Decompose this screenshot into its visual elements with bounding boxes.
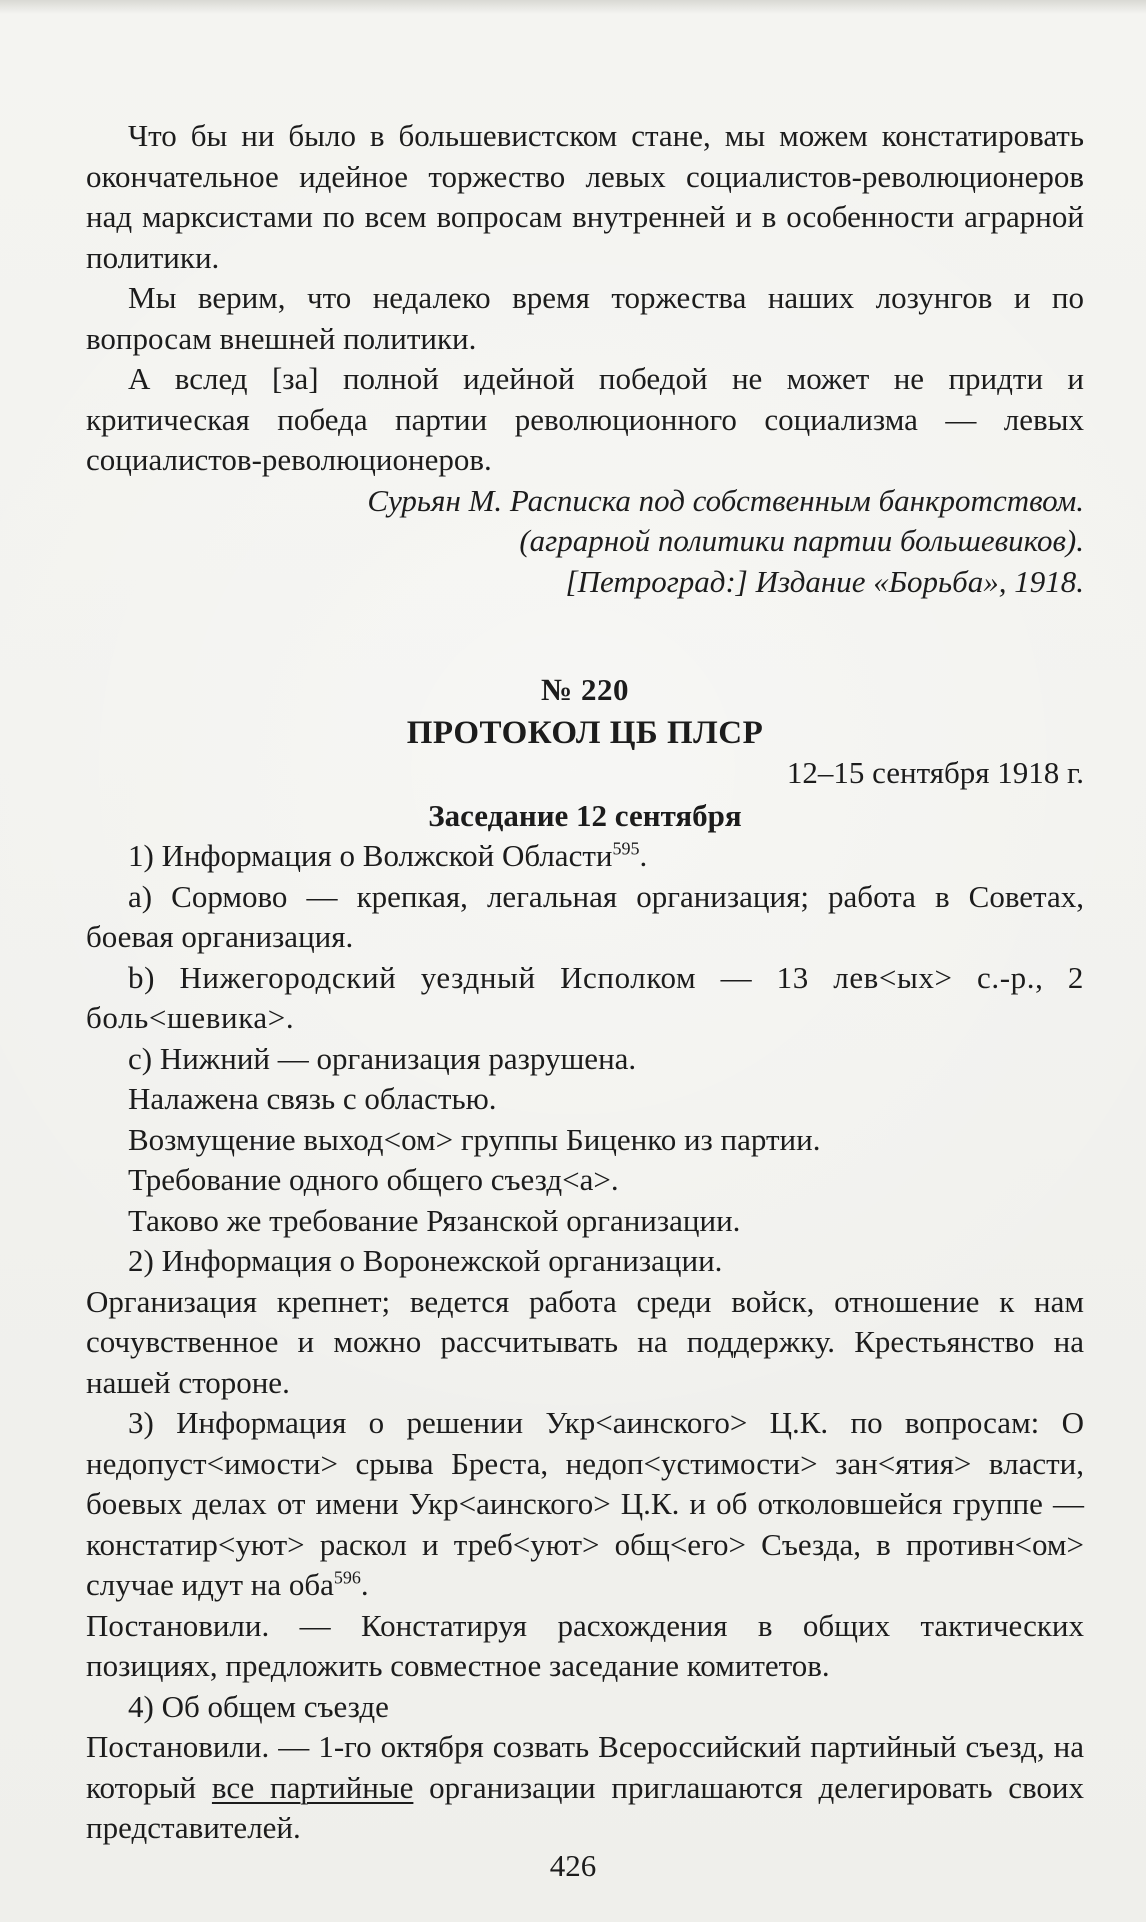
- document-number: № 220: [541, 672, 629, 707]
- document-date: 12–15 сентября 1918 г.: [786, 755, 1084, 790]
- item-3-end: .: [360, 1567, 369, 1602]
- item-2-voronezh: 2) Информация о Воронежской организации.: [128, 1243, 723, 1278]
- footnote-595: 595: [612, 838, 640, 859]
- paragraph-foreign-policy: Мы верим, что недалеко время торжества наших лозунгов и по вопросам внешней политики.: [86, 280, 1084, 356]
- session-heading: Заседание 12 сентября: [428, 797, 742, 833]
- line-contact-established: Налажена связь с областью.: [128, 1081, 497, 1116]
- item-4-general-congress: 4) Об общем съезде: [128, 1688, 389, 1724]
- line-demand-congress: Требование одного общего съезд<а>.: [128, 1162, 619, 1197]
- item-1c-nizhny: с) Нижний — организация разрушена.: [128, 1040, 637, 1076]
- resolution-2: [86, 1727, 1084, 1849]
- item-1-end: .: [639, 838, 648, 873]
- footnote-596: 596: [333, 1567, 361, 1588]
- item-2-details: Организация крепнет; ведется работа среди войск, отношение к нам сочувственное и можно рассчитывать на поддержку. Крестьянство на нашей стороне.: [86, 1283, 1084, 1400]
- resolution-2-start: Постановили. — 1-го октября созвать Всероссийский партийный съезд, на который: [86, 1729, 1084, 1805]
- item-1b-nizhny-district: b) Нижегородский уездный Исполком — 13 лев<ых> с.-р., 2 боль<шевика>.: [86, 959, 1084, 1035]
- source-citation-line-3: [Петроград:] Издание «Борьба», 1918.: [565, 563, 1084, 599]
- line-ryazan-demand: Таково же требование Рязанской организации.: [128, 1202, 741, 1238]
- page-number: 426: [549, 1848, 597, 1883]
- source-citation-line-1: Сурьян М. Расписка под собственным банкротством.: [367, 482, 1084, 518]
- document-title: ПРОТОКОЛ ЦБ ПЛСР: [406, 714, 764, 751]
- paragraph-critical-victory: А вслед [за] полной идейной победой не может не придти и критическая победа партии революционного социализма — левых социалистов-революционеров.: [86, 361, 1084, 477]
- item-3-text: 3) Информация о решении Укр<аинского> Ц.К. по вопросам: О недопуст<имости> срыва Бреста, недоп<устимости> зан<ятия> власти, боевых делах от имени Укр<аинского> Ц.К. и об отколовшейся группе — констатир<уют> раскол и треб<уют> общ<его> Съезда, в противн<ом> случае идут на оба: [86, 1405, 1084, 1602]
- source-citation-line-2: (аграрной политики партии большевиков).: [519, 523, 1084, 558]
- paragraph-ideological-triumph: Что бы ни было в большевистском стане, мы можем констатировать окончательное идейное торжество левых социалистов-революционеров над марксистами по всем вопросам внутренней и в особенности аграрной политики.: [86, 118, 1084, 275]
- item-1a-sormovo: а) Сормово — крепкая, легальная организация; работа в Советах, боевая организация.: [86, 878, 1084, 954]
- resolution-2-end: организации приглашаются делегировать своих представителей.: [86, 1769, 1085, 1845]
- resolution-1: Постановили. — Констатируя расхождения в общих тактических позициях, предложить совместное заседание комитетов.: [86, 1607, 1084, 1683]
- item-1-volga: [86, 836, 1084, 877]
- item-1-text: 1) Информация о Волжской Области: [128, 838, 613, 873]
- underlined-all-party: все партийные: [211, 1769, 414, 1805]
- line-outrage-bitsenko: Возмущение выход<ом> группы Биценко из партии.: [128, 1121, 821, 1157]
- item-3-ukrainian-cc: [86, 1403, 1084, 1606]
- page-top-edge: [0, 0, 1146, 14]
- page-content: [86, 116, 1084, 1849]
